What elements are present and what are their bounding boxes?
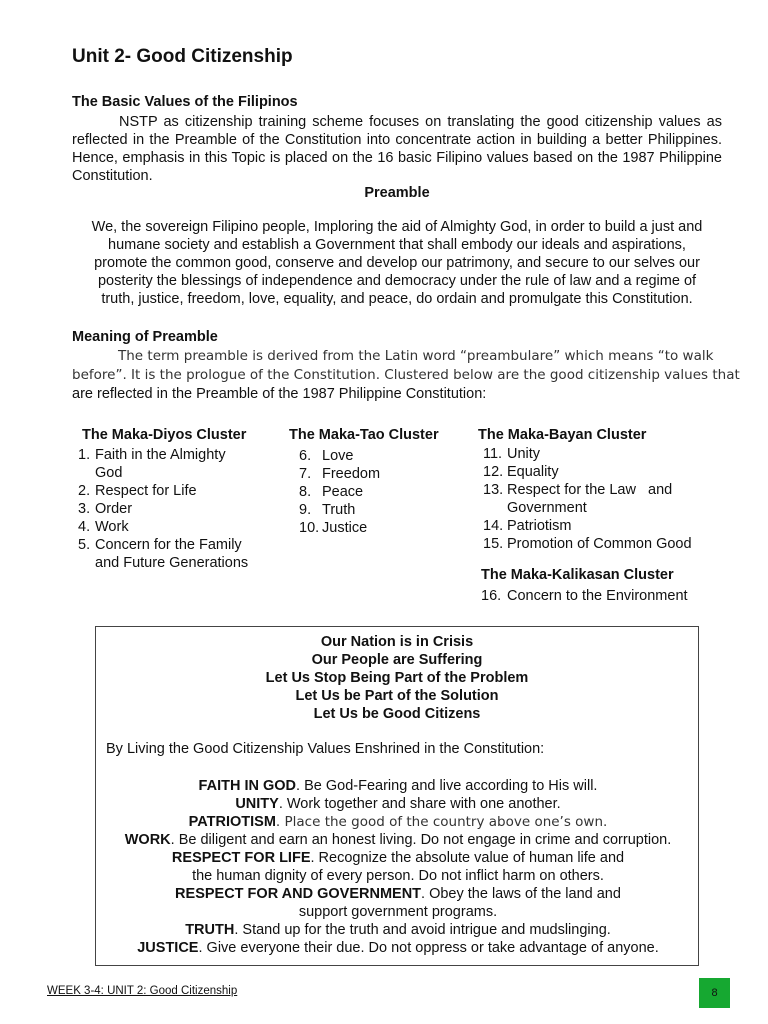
value-truth: TRUTH. Stand up for the truth and avoid intrigue and mudslinging.: [185, 922, 611, 938]
list-item: 14. Patriotism: [483, 518, 572, 534]
meaning-line2: before”. It is the prologue of the Constitution. Clustered below are the good citizenship values that: [72, 367, 740, 383]
list-item: 3. Order: [78, 501, 133, 517]
basic-values-heading: The Basic Values of the Filipinos: [72, 94, 298, 110]
basic-values-rest: reflected in the Preamble of the Constitution into concentrate action in building a better Philippines. Hence, emphasis in this Topic is placed on the 16 basic Filipino values based on the 1987 Philippine Constitution.: [72, 132, 722, 184]
list-item: 5. Concern for the Family and Future Generations: [78, 537, 249, 571]
meaning-heading: Meaning of Preamble: [72, 329, 218, 345]
maka-tao-list: [299, 447, 459, 537]
value-justice: JUSTICE. Give everyone their due. Do not oppress or take advantage of anyone.: [137, 940, 659, 956]
value-faith-in-god: FAITH IN GOD. Be God-Fearing and live according to His will.: [198, 778, 598, 794]
box-headline: Let Us be Part of the Solution: [295, 688, 499, 704]
box-values: [106, 777, 690, 957]
maka-bayan-list: [483, 445, 723, 553]
value-respect-for-government: RESPECT FOR AND GOVERNMENT. Obey the laws of the land and support government programs.: [175, 886, 621, 920]
list-item: 2. Respect for Life: [78, 483, 197, 499]
maka-kalikasan-list: [481, 587, 721, 605]
box-headline: Our People are Suffering: [311, 652, 483, 668]
preamble-line: humane society and establish a Government that shall embody our ideals and aspirations,: [108, 237, 686, 253]
list-item: 9. Truth: [299, 502, 356, 518]
page-number-badge: 8: [699, 978, 730, 1008]
maka-diyos-list: [78, 446, 268, 572]
list-item: 15. Promotion of Common Good: [483, 536, 692, 552]
value-work: WORK. Be diligent and earn an honest living. Do not engage in crime and corruption.: [124, 832, 672, 848]
list-item: 4. Work: [78, 519, 129, 535]
list-item: 12. Equality: [483, 464, 559, 480]
maka-bayan-heading: The Maka-Bayan Cluster: [478, 427, 647, 443]
basic-values-paragraph: [72, 113, 722, 185]
maka-tao-heading: The Maka-Tao Cluster: [289, 427, 439, 443]
page-title: Unit 2- Good Citizenship: [72, 46, 293, 67]
box-headlines: [96, 633, 698, 723]
preamble-line: We, the sovereign Filipino people, Imploring the aid of Almighty God, in order to build a just and: [91, 219, 703, 235]
value-unity: UNITY. Work together and share with one another.: [235, 796, 561, 812]
meaning-line1: The term preamble is derived from the Latin word “preambulare” which means “to walk: [118, 348, 714, 364]
preamble-line: posterity the blessings of independence and democracy under the rule of law and a regime of: [97, 273, 697, 289]
box-intro: By Living the Good Citizenship Values Enshrined in the Constitution:: [106, 741, 545, 757]
maka-kalikasan-heading: The Maka-Kalikasan Cluster: [481, 567, 674, 583]
preamble-line: truth, justice, freedom, love, equality, and peace, do ordain and promulgate this Constitution.: [101, 291, 693, 307]
list-item: 16. Concern to the Environment: [481, 588, 688, 604]
basic-values-line1: NSTP as citizenship training scheme focuses on translating the good citizenship values as: [119, 114, 722, 130]
list-item: 7. Freedom: [299, 466, 381, 482]
list-item: 13. Respect for the Law and Government: [483, 482, 677, 516]
maka-diyos-heading: The Maka-Diyos Cluster: [82, 427, 247, 443]
preamble-text: [60, 218, 734, 308]
box-headline: Let Us be Good Citizens: [313, 706, 481, 722]
box-headline: Our Nation is in Crisis: [320, 634, 474, 650]
preamble-heading: Preamble: [364, 185, 430, 201]
value-patriotism: PATRIOTISM. Place the good of the country above one’s own.: [188, 814, 608, 830]
box-headline: Let Us Stop Being Part of the Problem: [265, 670, 529, 686]
list-item: 1. Faith in the Almighty God: [78, 447, 226, 481]
list-item: 8. Peace: [299, 484, 364, 500]
list-item: 11. Unity: [483, 446, 541, 462]
citizenship-box: [95, 626, 699, 966]
value-respect-for-life: RESPECT FOR LIFE. Recognize the absolute value of human life and the human dignity of every person. Do not inflict harm on others.: [171, 850, 625, 884]
list-item: 10. Justice: [299, 520, 368, 536]
preamble-line: promote the common good, conserve and develop our patrimony, and secure to our selves our: [94, 255, 700, 271]
list-item: 6. Love: [299, 448, 354, 464]
meaning-line3: are reflected in the Preamble of the 1987 Philippine Constitution:: [72, 386, 487, 402]
footer-label: WEEK 3-4: UNIT 2: Good Citizenship: [47, 985, 238, 997]
